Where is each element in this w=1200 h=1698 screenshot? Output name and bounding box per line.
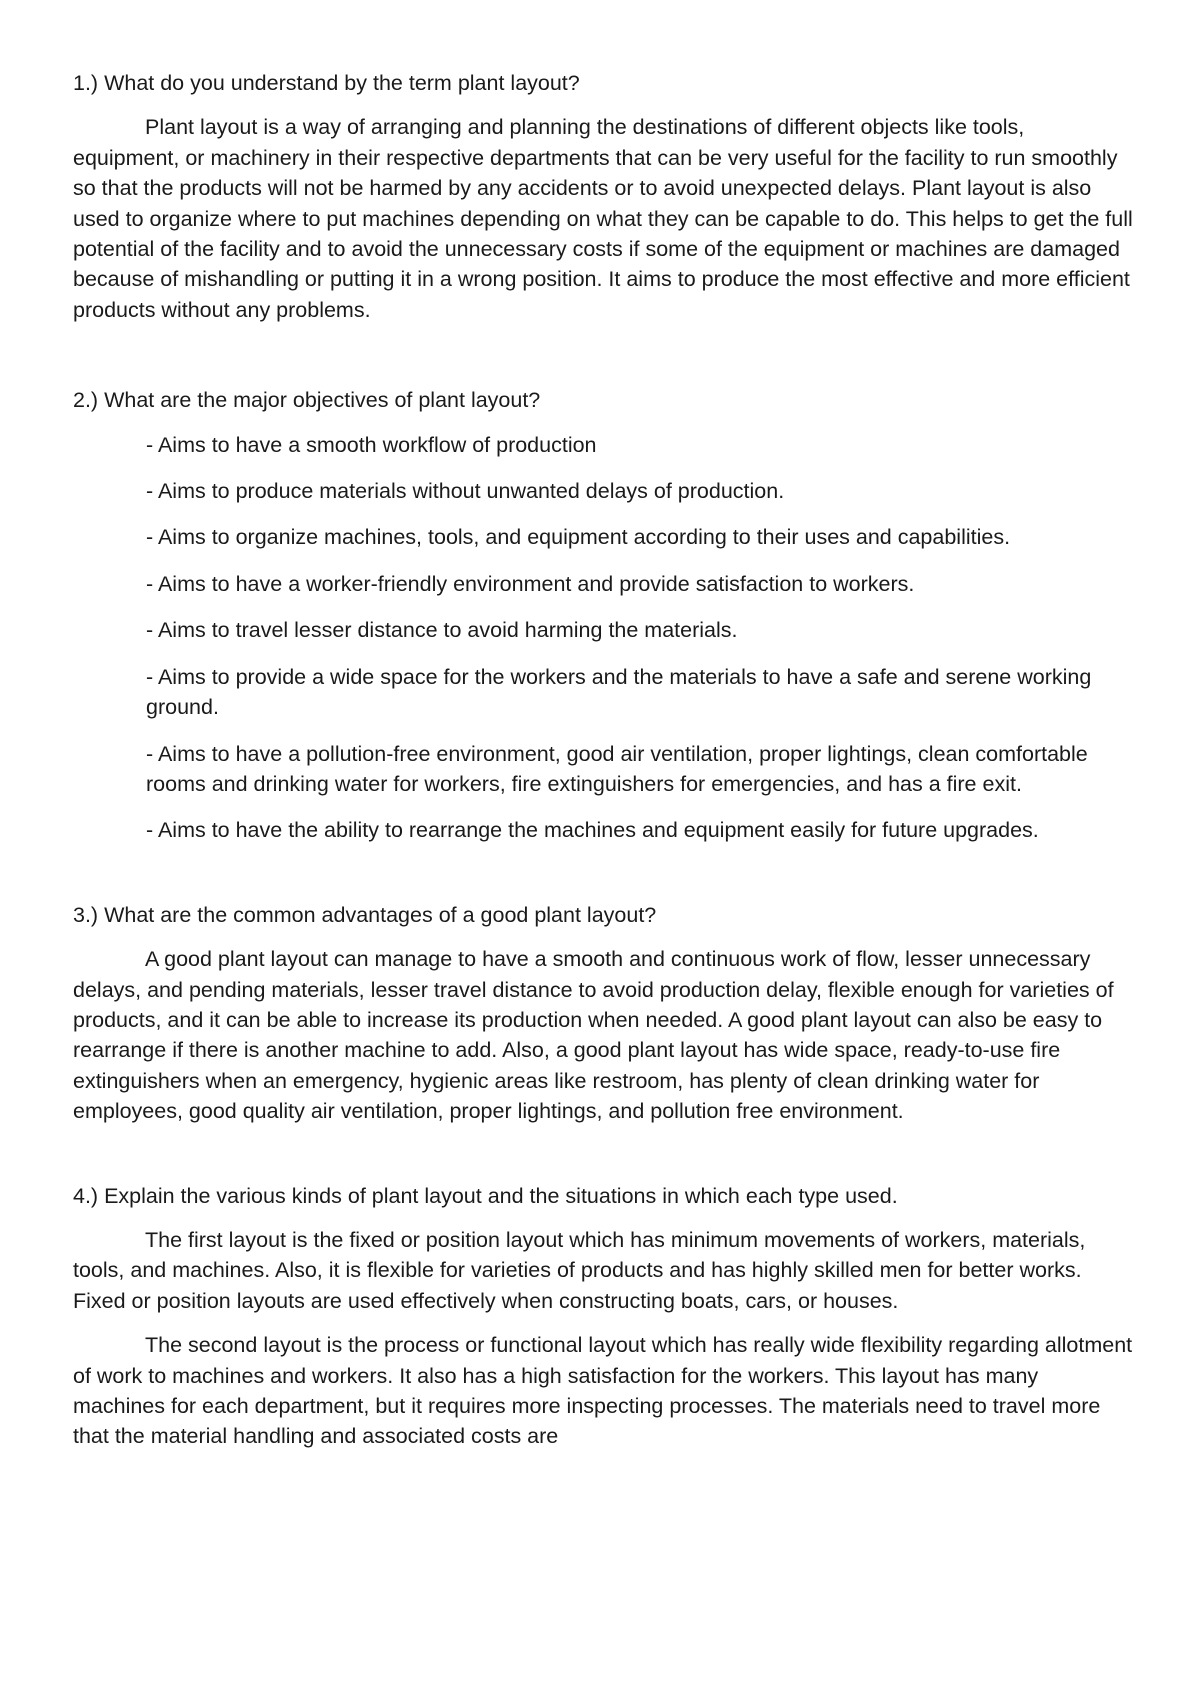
answer-paragraph: The first layout is the fixed or position layout which has minimum movements of workers, materials, tools, and machines. Also, it is flexible for varieties of products and has highly skilled men for better works. Fixed or position layouts are used effectively when constructing boats, cars, or houses. [73, 1227, 1086, 1313]
question-heading: 4.) Explain the various kinds of plant layout and the situations in which each type used. [73, 1183, 898, 1208]
document-page [73, 68, 1133, 1452]
list-item: - Aims to have a pollution-free environment, good air ventilation, proper lightings, clean comfortable rooms and drinking water for workers, fire extinguishers for emergencies, and has a fire exit. [146, 741, 1088, 796]
list-item: - Aims to organize machines, tools, and equipment according to their uses and capabilities. [146, 525, 1011, 550]
question-heading: 1.) What do you understand by the term plant layout? [73, 71, 580, 95]
answer-paragraph: The second layout is the process or functional layout which has really wide flexibility regarding allotment of work to machines and workers. It also has a high satisfaction for the workers. This layout has many machines for each department, but it requires more inspecting processes. The materials need to travel more that the material handling and associated costs are [73, 1333, 1133, 1449]
section-plant-layout-objectives [73, 385, 1133, 845]
list-item: - Aims to produce materials without unwanted delays of production. [146, 479, 785, 504]
list-item: - Aims to provide a wide space for the workers and the materials to have a safe and serene working ground. [146, 664, 1092, 720]
list-item: - Aims to have a worker-friendly environment and provide satisfaction to workers. [146, 571, 915, 596]
section-plant-layout-kinds [73, 1181, 1133, 1452]
question-heading: 3.) What are the common advantages of a good plant layout? [73, 902, 657, 927]
objectives-list [73, 430, 1133, 846]
list-item: - Aims to travel lesser distance to avoid harming the materials. [146, 618, 738, 643]
list-item: - Aims to have the ability to rearrange the machines and equipment easily for future upgrades. [146, 818, 1039, 843]
list-item: - Aims to have a smooth workflow of production [146, 432, 597, 457]
section-plant-layout-definition [73, 68, 1133, 325]
question-heading: 2.) What are the major objectives of plant layout? [73, 388, 541, 413]
section-plant-layout-advantages [73, 900, 1133, 1127]
answer-paragraph: Plant layout is a way of arranging and planning the destinations of different objects like tools, equipment, or machinery in their respective departments that can be very useful for the facility to run smoothly so that the products will not be harmed by any accidents or to avoid unexpected delays. Plant layout is also used to organize where to put machines depending on what they can be capable to do. This helps to get the full potential of the facility and to avoid the unnecessary costs if some of the equipment or machines are damaged because of mishandling or putting it in a wrong position. It aims to produce the most effective and more efficient products without any problems. [73, 115, 1133, 322]
answer-paragraph: A good plant layout can manage to have a smooth and continuous work of flow, lesser unnecessary delays, and pending materials, lesser travel distance to avoid production delay, flexible enough for varieties of products, and it can be able to increase its production when needed. A good plant layout can also be easy to rearrange if there is another machine to add. Also, a good plant layout has wide space, ready-to-use fire extinguishers when an emergency, hygienic areas like restroom, has plenty of clean drinking water for employees, good quality air ventilation, proper lightings, and pollution free environment. [73, 947, 1114, 1124]
